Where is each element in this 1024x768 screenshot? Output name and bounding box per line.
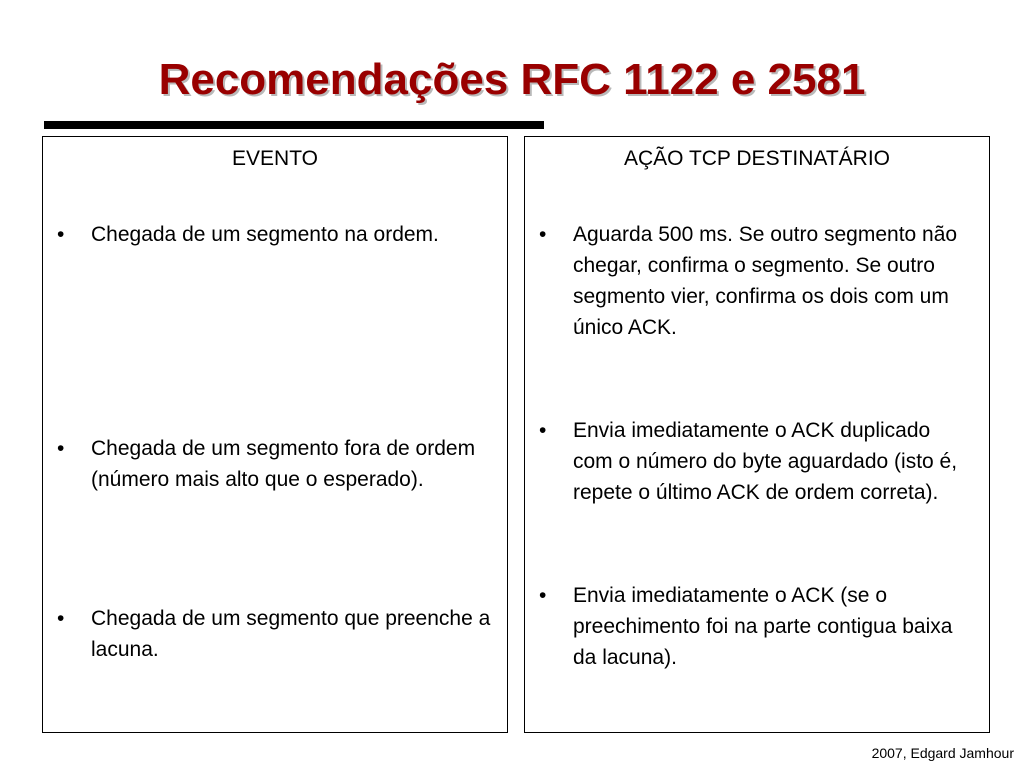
event-panel — [42, 136, 508, 733]
bullet-icon: • — [57, 437, 65, 460]
bullet-icon: • — [539, 223, 547, 246]
action-header: AÇÃO TCP DESTINATÁRIO — [623, 147, 891, 170]
footer-credit: 2007, Edgard Jamhour — [871, 745, 1014, 761]
bullet-icon: • — [57, 607, 65, 630]
bullet-icon: • — [539, 419, 547, 442]
event-item-text: Chegada de um segmento na ordem. — [91, 223, 439, 246]
bullet-icon: • — [57, 223, 65, 246]
title-underline — [44, 121, 544, 129]
event-item-text: Chegada de um segmento que preenche a lacuna. — [91, 607, 491, 661]
event-header: EVENTO — [232, 147, 318, 170]
action-item-text: Aguarda 500 ms. Se outro segmento não chegar, confirma o segmento. Se outro segmento vier, confirma os dois com um único ACK. — [573, 223, 958, 339]
action-item-text: Envia imediatamente o ACK duplicado com o número do byte aguardado (isto é, repete o último ACK de ordem correta). — [573, 419, 958, 504]
event-item-text: Chegada de um segmento fora de ordem (número mais alto que o esperado). — [91, 437, 476, 491]
action-panel — [524, 136, 990, 733]
bullet-icon: • — [539, 584, 547, 607]
slide-title: Recomendações RFC 1122 e 2581 — [158, 55, 866, 104]
action-item-text: Envia imediatamente o ACK (se o preechimento foi na parte contigua baixa da lacuna). — [573, 584, 953, 669]
